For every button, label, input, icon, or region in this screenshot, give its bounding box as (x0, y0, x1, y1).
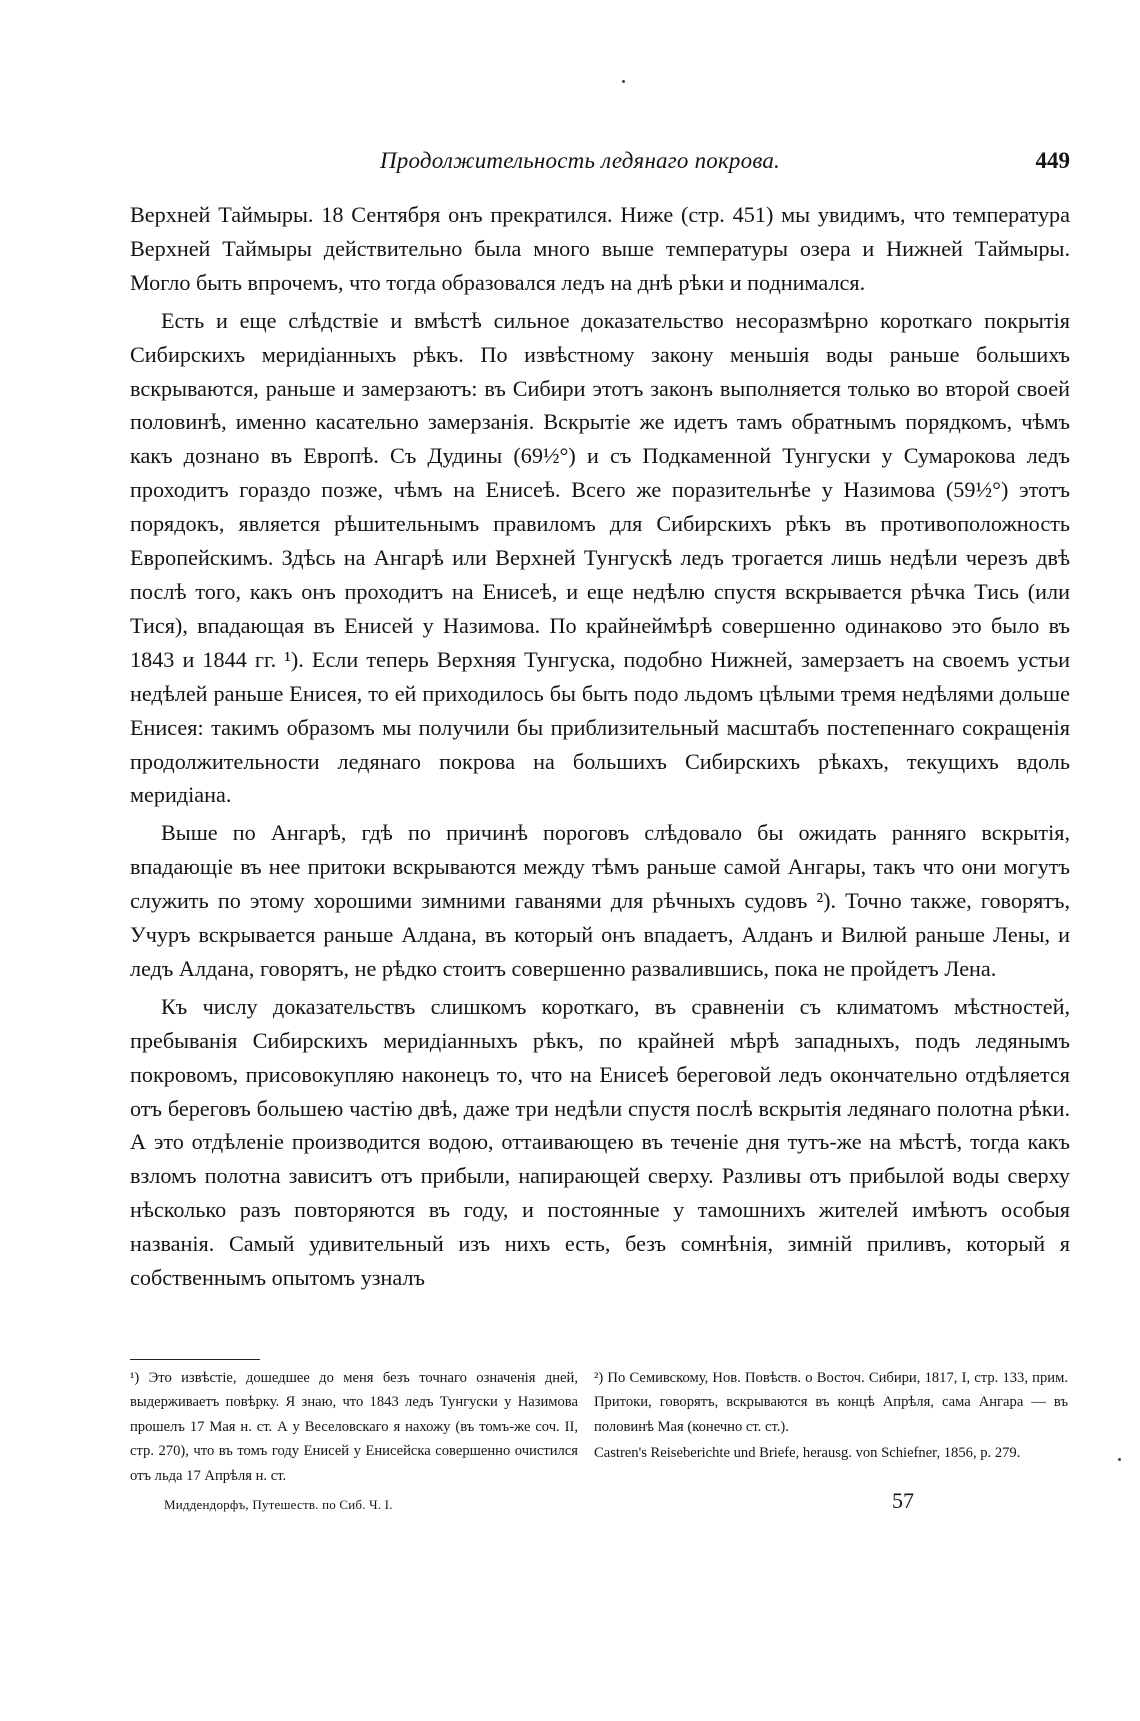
footnote: ²) По Семивскому, Нов. Повѣств. о Восточ. Сибири, 1817, I, стр. 133, прим. Притоки, говорятъ, вскрываются въ концѣ Апрѣля, сама Ангара — въ половинѣ Мая (конечно ст. ст.). (594, 1370, 1068, 1435)
footnote: Castren's Reiseberichte und Briefe, herausg. von Schiefner, 1856, p. 279. (594, 1445, 1021, 1462)
page-mark-dot (1118, 1458, 1121, 1461)
sheet-number: 57 (892, 1488, 914, 1513)
page-mark-dot (622, 80, 625, 83)
running-head (130, 148, 1070, 184)
body-text (130, 198, 1070, 1299)
paragraph: Есть и еще слѣдствіе и вмѣстѣ сильное доказательство несоразмѣрно короткаго покрытія Сибирскихъ меридіанныхъ рѣкъ. По извѣстному закону меньшія воды раньше большихъ вскрываются, раньше и замерзаютъ: въ Сибири этотъ законъ выполняется только во второй своей половинѣ, именно касательно замерзанія. Вскрытіе же идетъ тамъ обратнымъ порядкомъ, чѣмъ какъ дознано въ Европѣ. Съ Дудины (69½°) и съ Подкаменной Тунгуски у Сумарокова ледъ проходитъ гораздо позже, чѣмъ на Енисеѣ. Всего же поразительнѣе у Назимова (59½°) этотъ порядокъ, является рѣшительнымъ правиломъ для Сибирскихъ рѣкъ въ противоположность Европейскимъ. Здѣсь на Ангарѣ или Верхней Тунгускѣ ледъ трогается лишь недѣли черезъ двѣ послѣ того, какъ онъ проходитъ на Енисеѣ, и еще недѣлю спустя вскрывается рѣчка Тись (или Тися), впадающая въ Енисей у Назимова. По крайнеймѣрѣ совершенно одинаково это было въ 1843 и 1844 гг. ¹). Если теперь Верхняя Тунгуска, подобно Нижней, замерзаетъ на своемъ устьи недѣлей раньше Енисея, то ей приходилось бы быть подо льдомъ цѣлыми тремя недѣлями дольше Енисея: такимъ образомъ мы получили бы приблизительный масштабъ постепеннаго сокращенія продолжительности ледянаго покрова на большихъ Сибирскихъ рѣкахъ, текущихъ вдоль меридіана. (130, 307, 1070, 808)
paragraph: Выше по Ангарѣ, гдѣ по причинѣ пороговъ слѣдовало бы ожидать ранняго вскрытія, впадающіе въ нее притоки вскрываются между тѣмъ раньше самой Ангары, такъ что они могутъ служить по этому хорошими зимними гаванями для рѣчныхъ судовъ ²). Точно также, говорятъ, Учуръ вскрывается раньше Алдана, въ который онъ впадаетъ, Алданъ и Вилюй раньше Лены, и ледъ Алдана, говорятъ, не рѣдко стоитъ совершенно развалившись, пока не пройдетъ Лена. (130, 820, 1070, 981)
running-title: Продолжительность ледянаго покрова. (380, 148, 781, 173)
footnotes-right (594, 1366, 1068, 1468)
signature-line: Миддендорфъ, Путешеств. по Сиб. Ч. I. (164, 1497, 393, 1512)
page-number: 449 (1035, 148, 1070, 173)
footnote: ¹) Это извѣстіе, дошедшее до меня безъ точнаго означенія дней, выдерживаетъ повѣрку. Я знаю, что 1843 ледъ Тунгуски у Назимова прошелъ 17 Мая н. ст. А у Веселовскаго я нахожу (въ томъ-же соч. II, стр. 270), что въ томъ году Енисей у Енисейска совершенно очистился отъ льда 17 Апрѣля н. ст. (130, 1370, 578, 1484)
paragraph: Верхней Таймыры. 18 Сентября онъ прекратился. Ниже (стр. 451) мы увидимъ, что температура Верхней Таймыры действительно была много выше температуры озера и Нижней Таймыры. Могло быть впрочемъ, что тогда образовался ледъ на днѣ рѣки и поднимался. (130, 202, 1070, 295)
footnotes-left (130, 1366, 578, 1490)
paragraph: Къ числу доказательствъ слишкомъ короткаго, въ сравненіи съ климатомъ мѣстностей, пребыванія Сибирскихъ меридіанныхъ рѣкъ, по крайней мѣрѣ западныхъ, подъ ледянымъ покровомъ, присовокупляю наконецъ то, что на Енисеѣ береговой ледъ окончательно отдѣляется отъ береговъ большею частію двѣ, даже три недѣли спустя послѣ вскрытія ледянаго полотна рѣки. А это отдѣленіе производится водою, оттаивающею въ теченіе дня тутъ-же на мѣстѣ, тогда какъ взломъ полотна зависитъ отъ прибыли, напирающей сверху. Разливы отъ прибылой воды сверху нѣсколько разъ повторяются въ году, и постоянные у тамошнихъ жителей имѣютъ особыя названія. Самый удивительный изъ нихъ есть, безъ сомнѣнія, зимній приливъ, который я собственнымъ опытомъ узналъ (130, 993, 1070, 1291)
footnote-rule (130, 1359, 260, 1360)
